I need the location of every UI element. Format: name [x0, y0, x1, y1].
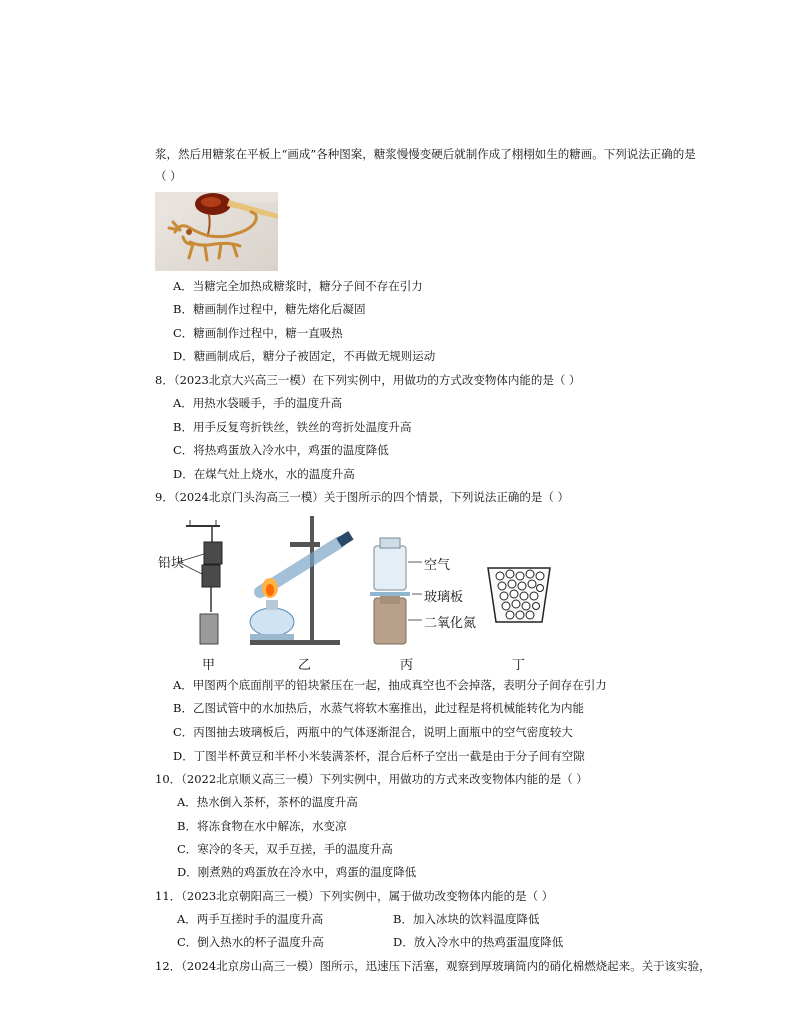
- question-8-stem: 8．（2023北京大兴高三一模）在下列实例中，用做功的方式改变物体内能的是（ ）: [155, 373, 581, 387]
- q9-option-a: A．甲图两个底面削平的铅块紧压在一起，抽成真空也不会掉落，表明分子间存在引力: [173, 678, 607, 692]
- question-7-stem-line: 浆，然后用糖浆在平板上“画成”各种图案，糖浆慢慢变硬后就制作成了栩栩如生的糖画。下列说法正确的是: [155, 147, 696, 161]
- q8-option-d: D．在煤气灶上烧水，水的温度升高: [173, 467, 355, 481]
- q10-option-c: C．寒冷的冬天，双手互搓，手的温度升高: [177, 842, 393, 856]
- caption-jia: 甲: [202, 658, 216, 673]
- caption-bing: 丙: [400, 658, 414, 673]
- q11-option-a: A．两手互搓时手的温度升高: [177, 912, 324, 926]
- beans-cup-diagram: [488, 568, 550, 622]
- q7-option-c: C．糖画制作过程中，糖一直吸热: [173, 326, 343, 340]
- q9-figure: [150, 512, 570, 672]
- q10-option-b: B．将冻食物在水中解冻，水变凉: [177, 819, 347, 833]
- question-11-stem: 11．（2023北京朝阳高三一模）下列实例中，属于做功改变物体内能的是（ ）: [155, 889, 554, 903]
- lead-blocks-diagram: [178, 520, 222, 644]
- q9-option-d: D．丁图半杯黄豆和半杯小米装满茶杯，混合后杯子空出一截是由于分子间有空隙: [173, 749, 585, 763]
- q11-option-d: D．放入冷水中的热鸡蛋温度降低: [393, 935, 564, 949]
- q10-option-a: A．热水倒入茶杯，茶杯的温度升高: [177, 795, 358, 809]
- q7-option-d: D．糖画制成后，糖分子被固定，不再做无规则运动: [173, 349, 436, 363]
- q7-option-a: A．当糖完全加热成糖浆时，糖分子间不存在引力: [173, 279, 423, 293]
- caption-ding: 丁: [512, 658, 526, 673]
- nitrogen-dioxide-label: 二氧化氮: [424, 616, 477, 631]
- q8-option-a: A．用热水袋暖手，手的温度升高: [173, 396, 343, 410]
- glass-plate-label: 玻璃板: [424, 590, 464, 605]
- question-12-stem: 12．（2024北京房山高三一模）图所示，迅速压下活塞，观察到厚玻璃筒内的硝化棉燃烧起来。关于该实验，: [155, 959, 711, 973]
- question-10-stem: 10．（2022北京顺义高三一模）下列实例中，用做功的方式来改变物体内能的是（ ）: [155, 772, 588, 786]
- gas-diffusion-diagram: [370, 538, 422, 644]
- air-label: 空气: [424, 558, 451, 573]
- q11-option-b: B．加入冰块的饮料温度降低: [393, 912, 540, 926]
- q8-option-c: C．将热鸡蛋放入冷水中，鸡蛋的温度降低: [173, 443, 389, 457]
- candy-painting-photo: [155, 192, 278, 271]
- question-9-stem: 9．（2024北京门头沟高三一模）关于图所示的四个情景，下列说法正确的是（ ）: [155, 490, 569, 504]
- question-7-answer-bracket: （ ）: [155, 169, 182, 183]
- q9-option-c: C．丙图抽去玻璃板后，两瓶中的气体逐渐混合，说明上面瓶中的空气密度较大: [173, 725, 573, 739]
- q8-option-b: B．用手反复弯折铁丝，铁丝的弯折处温度升高: [173, 420, 412, 434]
- q9-option-b: B．乙图试管中的水加热后，水蒸气将软木塞推出，此过程是将机械能转化为内能: [173, 701, 584, 715]
- caption-yi: 乙: [298, 658, 312, 673]
- lead-block-label: 铅块: [158, 556, 185, 571]
- q7-option-b: B．糖画制作过程中，糖先熔化后凝固: [173, 302, 366, 316]
- test-tube-heating-diagram: [250, 516, 354, 645]
- q10-option-d: D．刚煮熟的鸡蛋放在冷水中，鸡蛋的温度降低: [177, 865, 417, 879]
- q11-option-c: C．倒入热水的杯子温度升高: [177, 935, 324, 949]
